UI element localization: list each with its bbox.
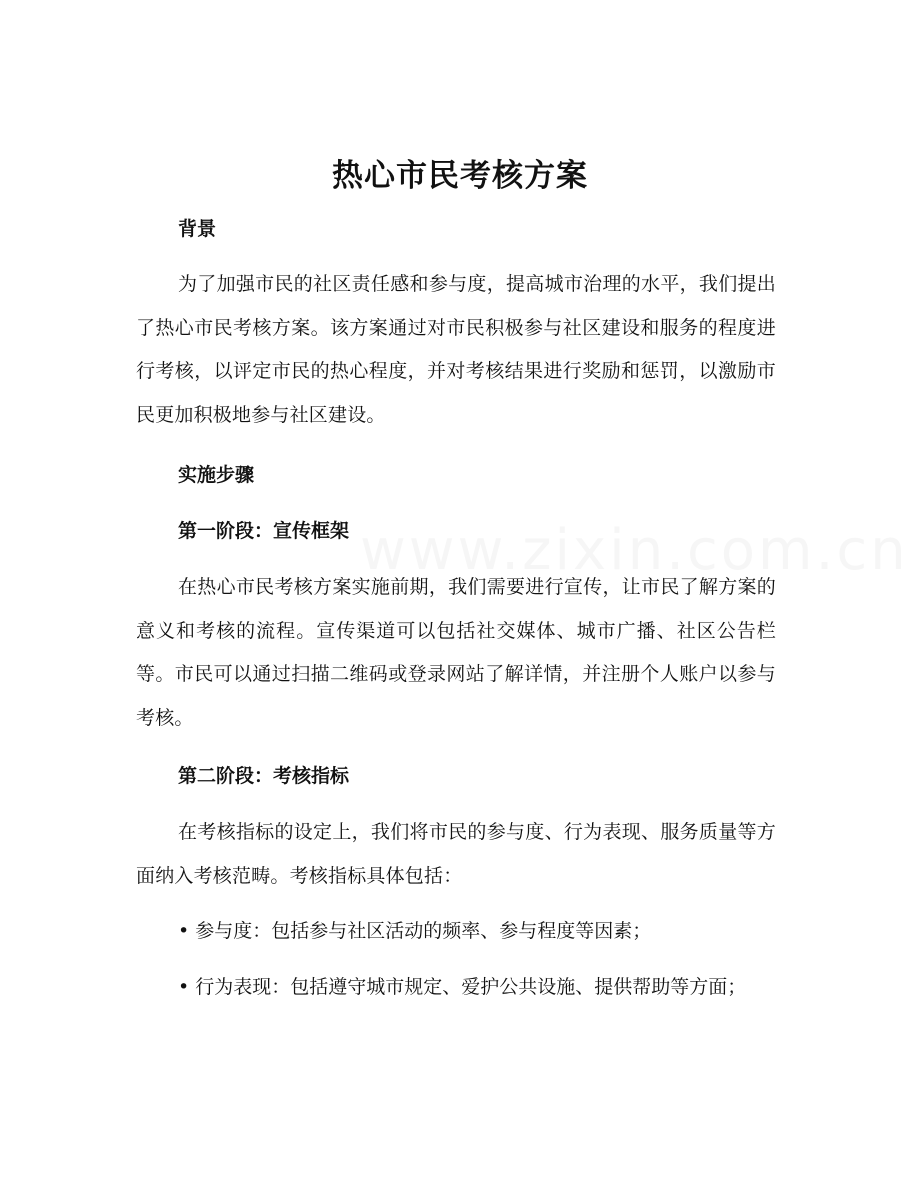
steps-heading: 实施步骤 [178,464,255,486]
bullet-participation: • 参与度：包括参与社区活动的频率、参与程度等因素； [178,920,652,942]
background-paragraph: 为了加强市民的社区责任感和参与度，提高城市治理的水平，我们提出了热心市民考核方案。该方案通过对市民积极参与社区建设和服务的程度进行考核，以评定市民的热心程度，并对考核结果进行奖励和惩罚，以激励市民更加积极地参与社区建设。 [136,273,776,426]
stage2-heading: 第二阶段：考核指标 [178,765,350,787]
document-title: 热心市民考核方案 [332,158,588,194]
stage1-paragraph: 在热心市民考核方案实施前期，我们需要进行宣传，让市民了解方案的意义和考核的流程。宣传渠道可以包括社交媒体、城市广播、社区公告栏等。市民可以通过扫描二维码或登录网站了解详情，并注册个人账户以参与考核。 [136,576,776,729]
background-heading: 背景 [178,218,217,240]
watermark: www.zixin.com.cn [360,518,909,583]
stage1-heading: 第一阶段：宣传框架 [178,520,350,542]
stage2-paragraph: 在考核指标的设定上，我们将市民的参与度、行为表现、服务质量等方面纳入考核范畴。考核指标具体包括： [136,821,776,887]
bullet-behavior: • 行为表现：包括遵守城市规定、爱护公共设施、提供帮助等方面； [178,976,747,998]
